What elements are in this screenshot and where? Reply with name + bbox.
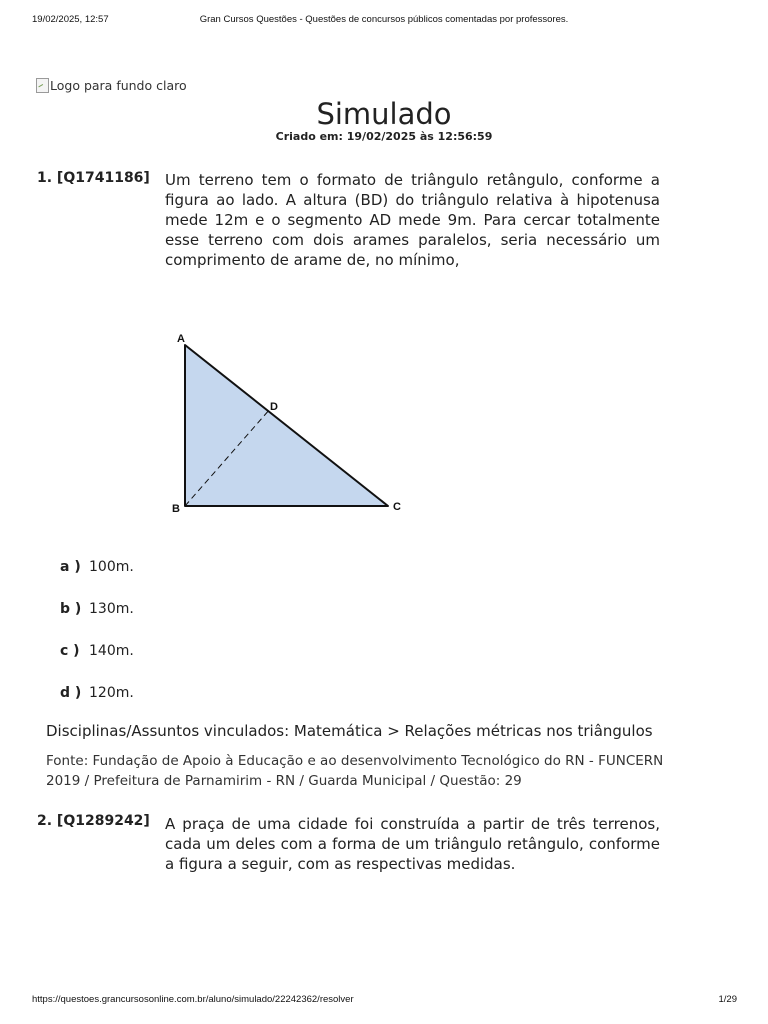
question-number: 1. [Q1741186] [37, 170, 150, 186]
option-b[interactable] [60, 601, 134, 643]
print-page-title: Gran Cursos Questões - Questões de concursos públicos comentadas por professores. [199, 14, 569, 25]
logo [36, 78, 187, 93]
option-text: 120m. [89, 685, 134, 701]
option-text: 100m. [89, 559, 134, 575]
question-number: 2. [Q1289242] [37, 813, 150, 829]
print-url: https://questoes.grancursosonline.com.br/aluno/simulado/22242362/resolver [32, 994, 354, 1005]
vertex-label-a: A [177, 333, 185, 345]
option-a[interactable] [60, 559, 134, 601]
option-d[interactable] [60, 685, 134, 727]
option-c[interactable] [60, 643, 134, 685]
vertex-label-c: C [393, 501, 401, 513]
answer-options [60, 559, 134, 727]
question-disciplines: Disciplinas/Assuntos vinculados: Matemática > Relações métricas nos triângulos [46, 722, 653, 740]
option-letter: b ) [60, 601, 82, 617]
logo-alt-text: Logo para fundo claro [50, 78, 187, 93]
print-datetime: 19/02/2025, 12:57 [32, 14, 109, 25]
triangle-figure [160, 325, 420, 525]
option-letter: a ) [60, 559, 81, 575]
print-page-number: 1/29 [718, 994, 737, 1005]
option-text: 140m. [89, 643, 134, 659]
question-source: Fonte: Fundação de Apoio à Educação e ao desenvolvimento Tecnológico do RN - FUNCERN 2019 / Prefeitura de Parnamirim - RN / Guarda Municipal / Questão: 29 [46, 753, 664, 789]
vertex-label-b: B [172, 503, 180, 515]
page-title: Simulado [316, 97, 452, 132]
option-letter: c ) [60, 643, 80, 659]
option-text: 130m. [89, 601, 134, 617]
vertex-label-d: D [270, 401, 278, 413]
triangle-shape [185, 345, 388, 506]
broken-image-icon [36, 78, 49, 93]
option-letter: d ) [60, 685, 82, 701]
question-text: A praça de uma cidade foi construída a partir de três terrenos, cada um deles com a forma de um triângulo retângulo, conforme a figura a seguir, com as respectivas medidas. [165, 815, 660, 873]
question-text: Um terreno tem o formato de triângulo retângulo, conforme a figura ao lado. A altura (BD) do triângulo relativa à hipotenusa mede 12m e o segmento AD mede 9m. Para cercar totalmente esse terreno com dois arames paralelos, seria necessário um comprimento de arame de, no mínimo, [165, 171, 660, 269]
created-timestamp: Criado em: 19/02/2025 às 12:56:59 [275, 130, 493, 143]
